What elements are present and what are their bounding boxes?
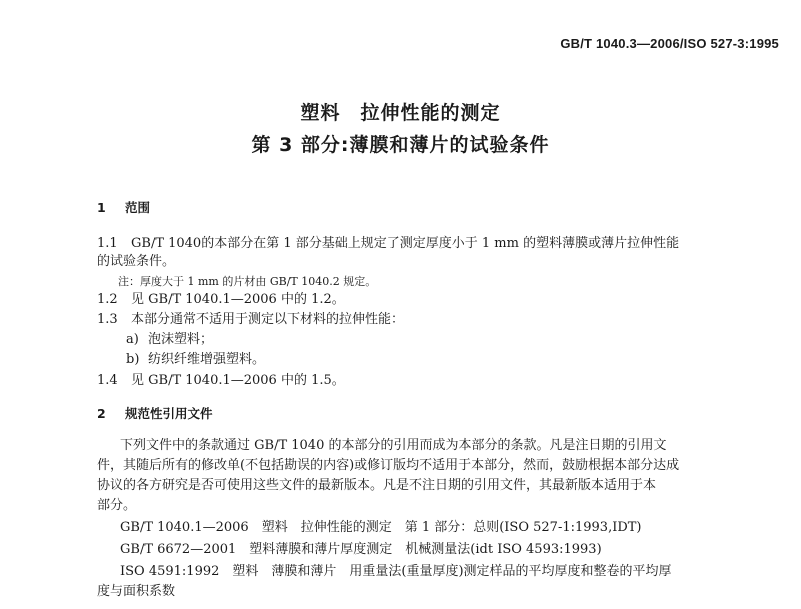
section-2-heading	[97, 404, 213, 422]
reference-3-continued: 度与面积系数	[97, 584, 176, 599]
section-2-para-line-1: 下列文件中的条款通过 GB/T 1040 的本部分的引用而成为本部分的条款。凡是注日期的引用文	[120, 438, 667, 453]
reference-3: ISO 4591:1992 塑料 薄膜和薄片 用重量法(重量厚度)测定样品的平均厚度和整卷的平均厚	[120, 564, 672, 579]
list-item-b-text: 纺织纤维增强塑料。	[148, 352, 266, 367]
list-item-a-label: a)	[126, 332, 139, 347]
section-2-para-line-2: 件，其随后所有的修改单(不包括勘误的内容)或修订版均不适用于本部分，然而，鼓励根据本部分达成	[97, 458, 680, 473]
title-line-1: 塑料 拉伸性能的测定	[300, 102, 501, 124]
section-2-number: 2	[97, 406, 106, 421]
clause-1-4	[97, 373, 345, 389]
clause-1-4-text: 见 GB/T 1040.1—2006 中的 1.5。	[131, 373, 345, 388]
clause-1-1-number: 1.1	[97, 236, 118, 251]
list-item-a-text: 泡沫塑料；	[148, 332, 214, 347]
clause-1-3-text: 本部分通常不适用于测定以下材料的拉伸性能：	[131, 312, 405, 327]
section-2-para-line-4: 部分。	[97, 498, 137, 513]
note-1-1: 注：厚度大于 1 mm 的片材由 GB/T 1040.2 规定。	[118, 275, 377, 288]
section-2-para-line-3: 协议的各方研究是否可使用这些文件的最新版本。凡是不注日期的引用文件，其最新版本适用于本	[97, 478, 657, 493]
list-item-b-label: b)	[126, 352, 140, 367]
reference-1: GB/T 1040.1—2006 塑料 拉伸性能的测定 第 1 部分：总则(ISO 527-1:1993,IDT)	[120, 520, 642, 535]
clause-1-2-number: 1.2	[97, 292, 118, 307]
clause-1-2	[97, 292, 345, 308]
list-item-a	[126, 332, 213, 348]
section-1-number: 1	[97, 200, 106, 215]
section-1-title: 范围	[125, 200, 151, 215]
section-2-title: 规范性引用文件	[125, 406, 213, 421]
clause-1-4-number: 1.4	[97, 373, 118, 388]
clause-1-3	[97, 312, 404, 328]
section-1-heading	[97, 198, 150, 216]
title-line-2: 第 3 部分:薄膜和薄片的试验条件	[251, 134, 550, 156]
list-item-b	[126, 352, 265, 368]
reference-2: GB/T 6672—2001 塑料薄膜和薄片厚度测定 机械测量法(idt ISO 4593:1993)	[120, 542, 602, 557]
clause-1-3-number: 1.3	[97, 312, 118, 327]
clause-1-1-line-1	[97, 236, 679, 252]
standard-code-header: GB/T 1040.3—2006/ISO 527-3:1995	[560, 36, 779, 51]
clause-1-2-text: 见 GB/T 1040.1—2006 中的 1.2。	[131, 292, 345, 307]
clause-1-1-line-2: 的试验条件。	[97, 254, 176, 269]
clause-1-1-text: GB/T 1040的本部分在第 1 部分基础上规定了测定厚度小于 1 mm 的塑料薄膜或薄片拉伸性能	[131, 236, 680, 251]
